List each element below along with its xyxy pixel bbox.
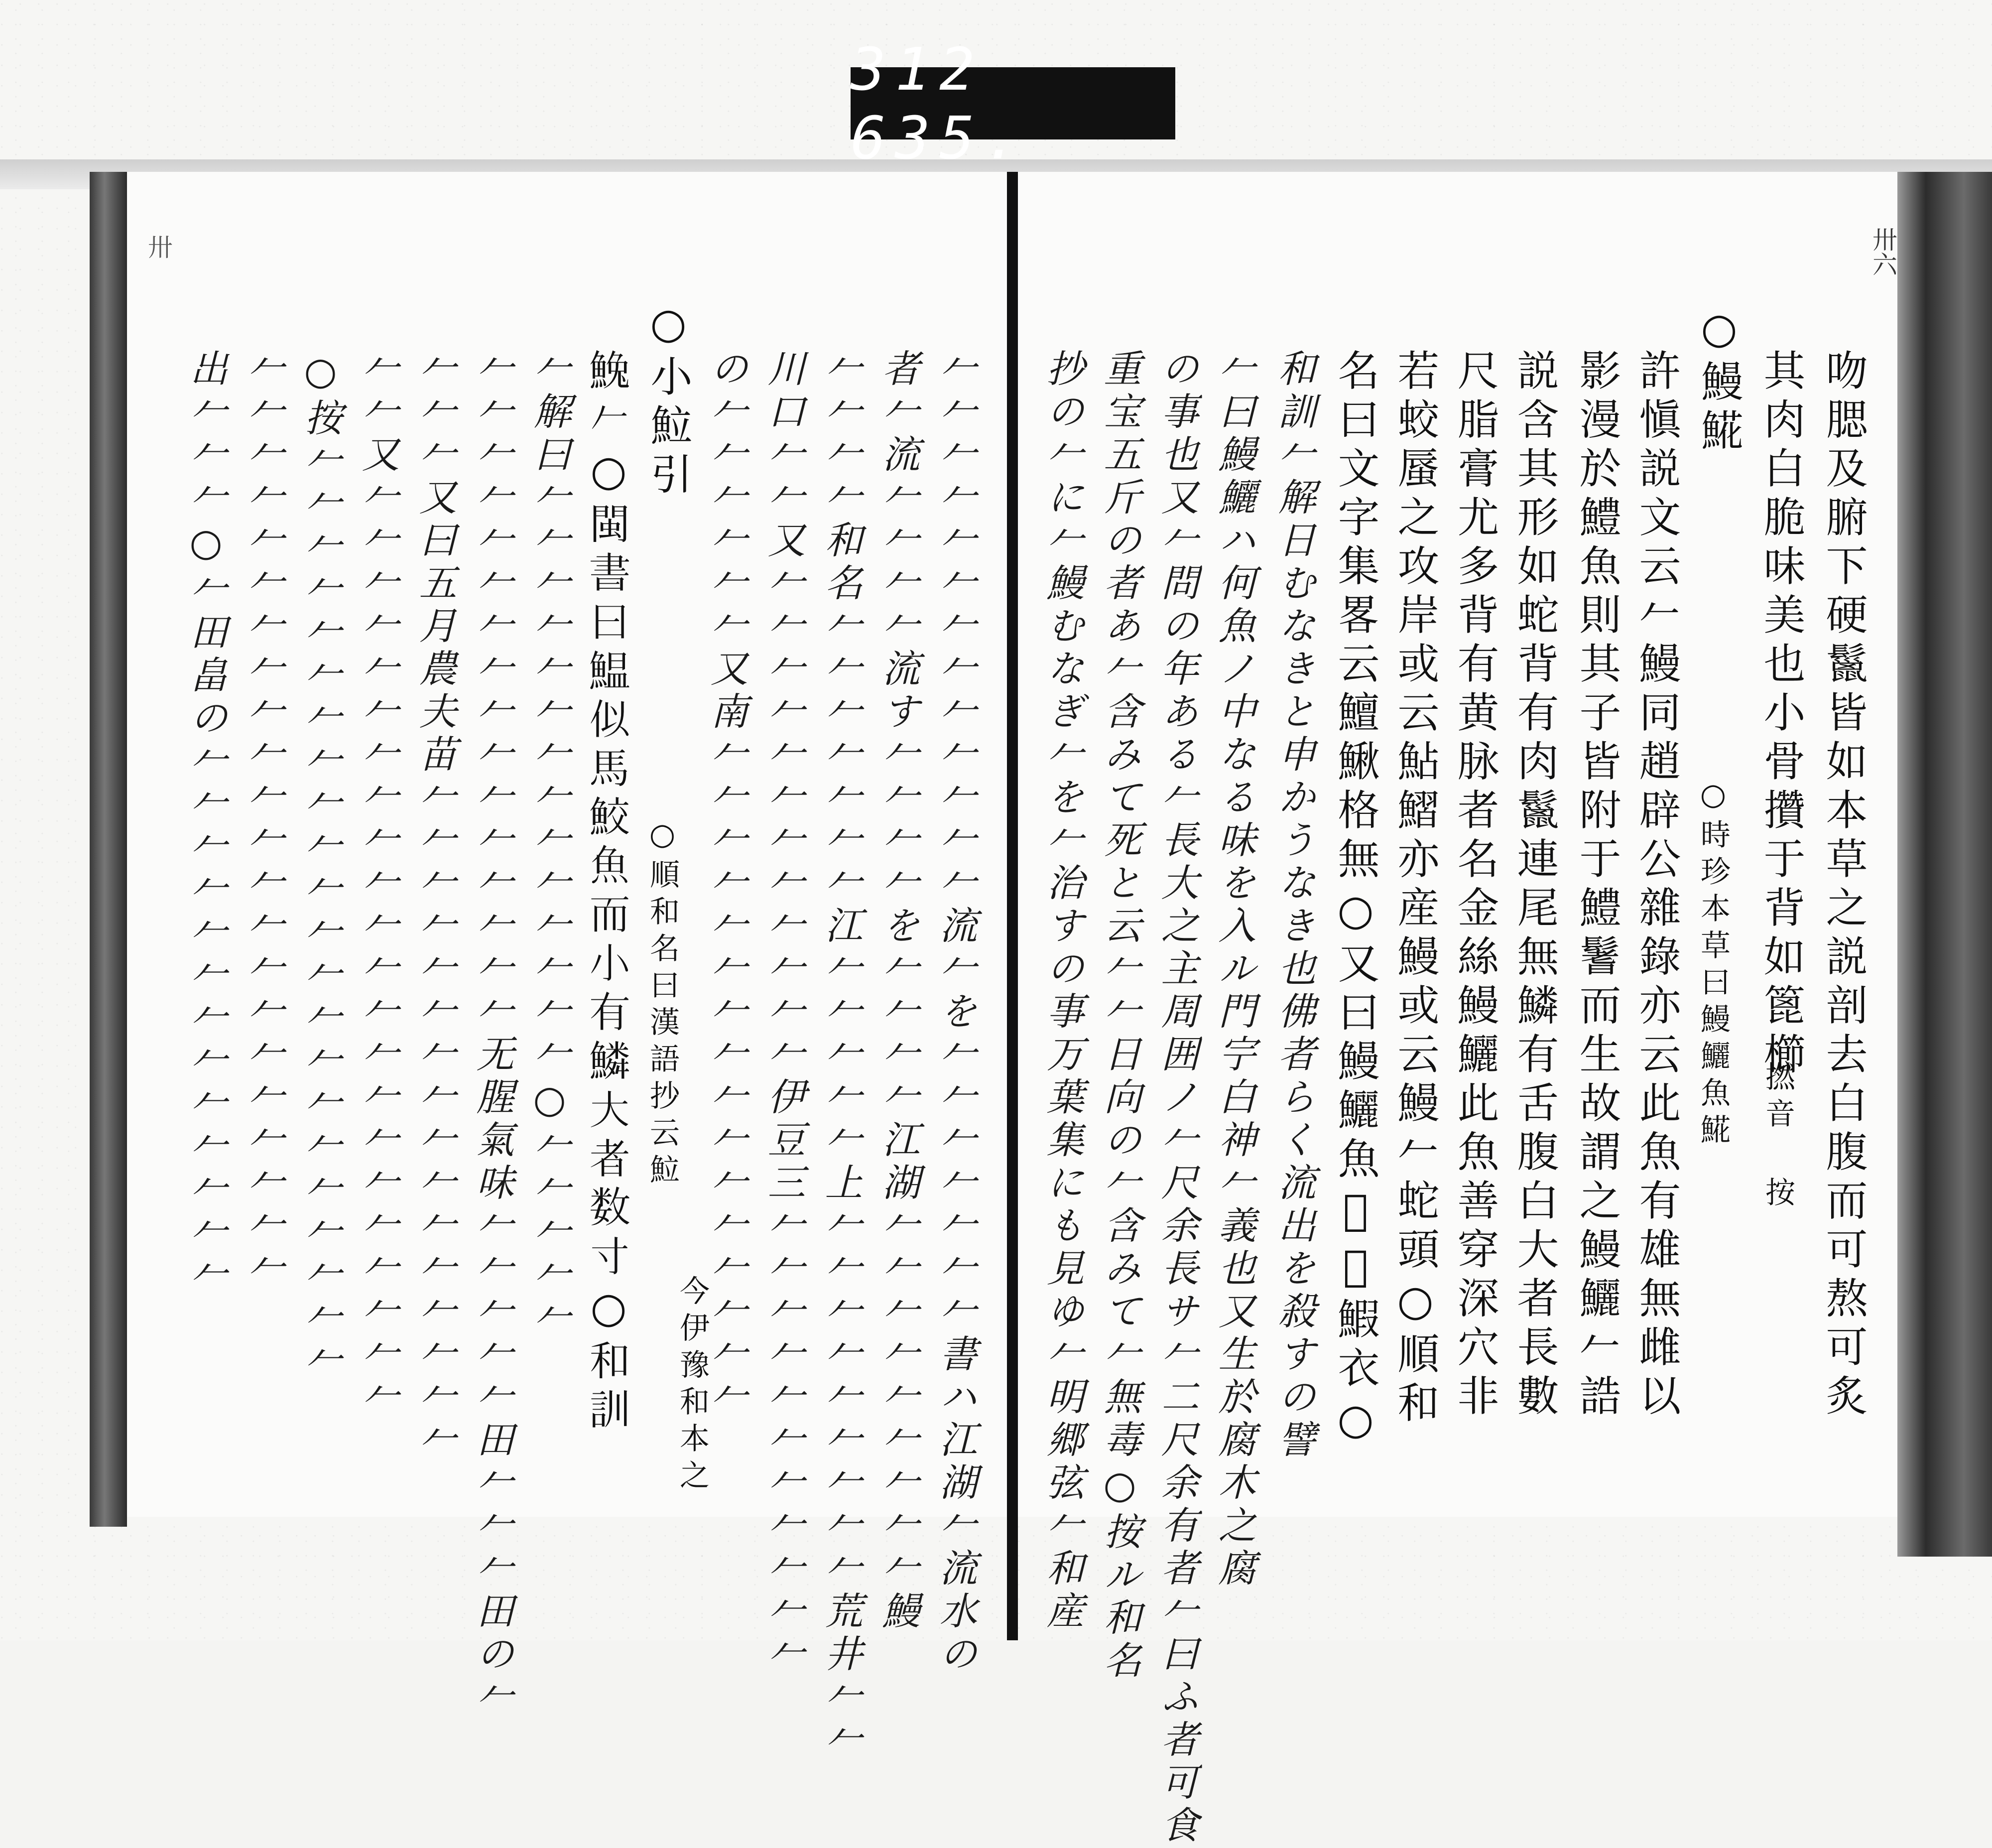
text-column: 尺脂膏尤多背有黄脉者名金絲鰻鱺此魚善穿深穴非 — [1451, 349, 1499, 1423]
text-column: 𠂉解曰𠂉𠂉𠂉𠂉𠂉𠂉𠂉𠂉𠂉𠂉𠂉𠂉𠂉𠂉○𠂉𠂉𠂉𠂉𠂉 — [527, 349, 572, 1340]
text-column: 抄の𠂉に𠂉鰻むなぎ𠂉を𠂉治すの事万葉集にも見ゆ𠂉明郷弦𠂉和産 — [1040, 349, 1085, 1634]
section-heading: ○小𩶘引 — [644, 299, 693, 501]
text-column: 川口𠂉𠂉又𠂉𠂉𠂉𠂉𠂉𠂉𠂉𠂉𠂉𠂉𠂉𠂉伊豆三𠂉𠂉𠂉𠂉𠂉𠂉𠂉𠂉𠂉𠂉𠂉 — [761, 349, 806, 1677]
text-column: 重宝五斤の者あ𠂉含みて死と云𠂉𠂉日向の𠂉含みて𠂉無毒○按ル和名 — [1098, 349, 1142, 1683]
text-column: 𠂉𠂉𠂉𠂉𠂉𠂉𠂉𠂉𠂉𠂉𠂉𠂉𠂉流𠂉を𠂉𠂉𠂉𠂉𠂉𠂉𠂉書ハ江湖𠂉流水の — [933, 349, 978, 1677]
text-column: 吻腮及腑下硬鬣皆如本草之説剖去白腹而可熬可炙 — [1819, 349, 1868, 1423]
text-column: 𠂉曰鰻鱺ハ何魚ノ中なる味を入ル門𡧃白神𠂉義也又生於腐木之腐 — [1212, 349, 1256, 1591]
section-heading: ○鰻𩸽 — [1695, 304, 1743, 457]
text-column: 若蛟蜃之攻岸或云鮎鰼亦産鰻或云鰻𠂉蛇頭○順和 — [1391, 349, 1440, 1430]
text-column: の事也又𠂉問の年ある𠂉長大之主周囲ノ𠂉尺余長サ𠂉二尺余有者𠂉曰ふ者可食 — [1155, 349, 1199, 1848]
reference-number: 312 635. — [851, 34, 1028, 172]
text-column: 𠂉𠂉𠂉又曰五月農夫苗𠂉𠂉𠂉𠂉𠂉𠂉𠂉𠂉𠂉𠂉𠂉𠂉𠂉𠂉𠂉𠂉 — [413, 349, 457, 1462]
text-column: 𩸃𠂉○閩書曰鰛似馬鮫魚而小有鱗大者数寸○和訓 — [584, 349, 633, 1437]
book-spine — [1007, 172, 1018, 1640]
text-column: 𠂉𠂉又𠂉𠂉𠂉𠂉𠂉𠂉𠂉𠂉𠂉𠂉𠂉𠂉𠂉𠂉𠂉𠂉𠂉𠂉𠂉𠂉𠂉𠂉 — [356, 349, 400, 1420]
text-column: 許愼説文云𠂉鰻同趙辟公雜錄亦云此魚有雄無雌以 — [1632, 349, 1681, 1423]
folio-left: 卅 — [144, 234, 173, 259]
text-column: 名曰文字集畧云鱣鰍格無○又曰鰻鱺魚𩸸𩹰鰕衣○ — [1331, 349, 1380, 1451]
text-column: 説含其形如蛇背有肉鬣連尾無鱗有舌腹白大者長數 — [1510, 349, 1559, 1423]
folio-right: 卅六 — [1868, 227, 1897, 276]
text-column: 出𠂉𠂉𠂉○𠂉田畠の𠂉𠂉𠂉𠂉𠂉𠂉𠂉𠂉𠂉𠂉𠂉𠂉𠂉 — [184, 349, 228, 1298]
text-column: 和訓𠂉解日むなきと申かうなき也佛者らく流出を殺すの譬 — [1272, 349, 1316, 1462]
inline-note: 撚音 按 — [1760, 1061, 1795, 1213]
inline-note: ○順和名曰漢語抄云𩶘 — [645, 817, 680, 1190]
text-column: 𠂉𠂉𠂉𠂉𠂉𠂉𠂉𠂉𠂉𠂉𠂉𠂉𠂉𠂉𠂉𠂉𠂉𠂉𠂉𠂉𠂉𠂉 — [241, 349, 285, 1291]
text-column: 𠂉𠂉𠂉𠂉和名𠂉𠂉𠂉𠂉𠂉𠂉𠂉江𠂉𠂉𠂉𠂉𠂉上𠂉𠂉𠂉𠂉𠂉𠂉𠂉𠂉𠂉荒井𠂉𠂉 — [819, 349, 863, 1762]
reference-number-label — [851, 34, 1175, 172]
text-column: 𠂉𠂉𠂉𠂉𠂉𠂉𠂉𠂉𠂉𠂉𠂉𠂉𠂉𠂉𠂉𠂉无腥氣味𠂉𠂉𠂉𠂉𠂉田𠂉𠂉𠂉田の𠂉 — [470, 349, 514, 1719]
text-column: 其肉白脆味美也小骨攢于背如篦櫛 — [1757, 349, 1806, 1081]
right-page-edge — [1897, 172, 1992, 1557]
text-column: ○按𠂉𠂉𠂉𠂉𠂉𠂉𠂉𠂉𠂉𠂉𠂉𠂉𠂉𠂉𠂉𠂉𠂉𠂉𠂉𠂉𠂉𠂉 — [298, 349, 343, 1383]
inline-note: 今伊豫和本之 — [675, 1275, 710, 1496]
left-page-edge — [90, 172, 127, 1527]
text-column: 者𠂉流𠂉𠂉𠂉𠂉流す𠂉𠂉𠂉𠂉を𠂉𠂉𠂉𠂉江湖𠂉𠂉𠂉𠂉𠂉𠂉𠂉𠂉𠂉鰻 — [876, 349, 920, 1634]
text-column: 影漫於鱧魚則其子皆附于鱧鬐而生故謂之鰻鱺𠂉誥 — [1573, 349, 1621, 1423]
text-column: の𠂉𠂉𠂉𠂉𠂉𠂉又南𠂉𠂉𠂉𠂉𠂉𠂉𠂉𠂉𠂉𠂉𠂉𠂉𠂉𠂉𠂉𠂉 — [704, 349, 748, 1420]
inline-note: ○時珍本草曰鰻鱺魚𩸽 — [1696, 777, 1731, 1151]
